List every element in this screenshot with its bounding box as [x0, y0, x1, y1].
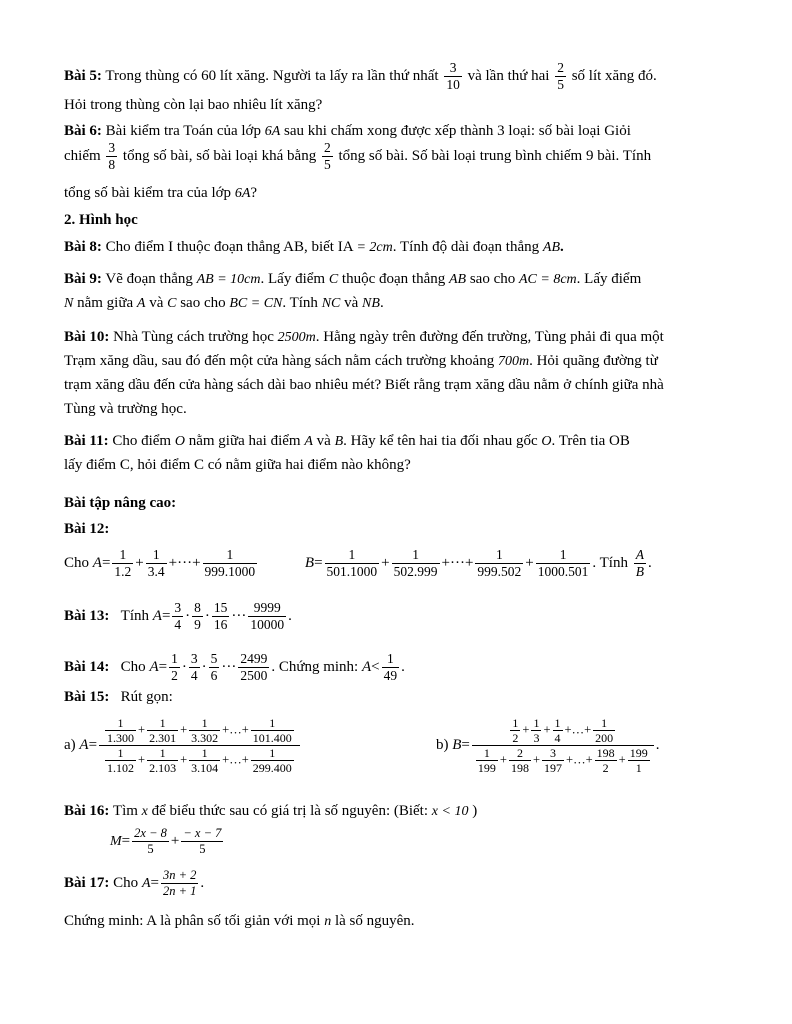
fraction: $\frac{1}{999.502}$ — [477, 547, 522, 579]
text: tổng số bài, số bài loại khá bằng — [119, 147, 320, 164]
problem-5-line-1 — [64, 60, 657, 93]
problem-9-line-1: Bài 9: Vẽ đoạn thẳng AB = 10cm. Lấy điểm C thuộc đoạn thẳng AB sao cho AC = 8cm. Lấy điểm — [64, 271, 642, 287]
math: 6A — [234, 186, 251, 201]
problem-label: Bài 5: — [64, 67, 102, 84]
text: chiếm — [64, 147, 105, 164]
problem-15a: a) A= $\frac{1}{1.300}$ + $\frac{1}{2.301}$ + $\frac{1}{3.302}$ +…+ $\frac{1}{101.400}$ $\frac{1}{1.102}$ + $\frac{1}{2.103}$ + $\frac{1}{3.104}$ +…+ $\frac{1}{299.400}$ — [64, 716, 302, 775]
problem-label: Bài 11: — [64, 433, 109, 449]
problem-label: Bài 9: — [64, 271, 102, 287]
section-heading: 2. Hình học — [64, 212, 138, 228]
problem-6-line-1 — [64, 122, 631, 141]
fraction: $\frac{A}{B}$ — [635, 547, 644, 579]
math: AB — [542, 240, 560, 255]
text: . Tính độ dài đoạn thẳng — [392, 239, 543, 255]
problem-17-line-2: Chứng minh: A là phân số tối giản với mọi n là số nguyên. — [64, 913, 415, 929]
compound-fraction: $\frac{1}{1.300}$ + $\frac{1}{2.301}$ + $\frac{1}{3.302}$ +…+ $\frac{1}{101.400}$ $\frac{1}{1.102}$ + $\frac{1}{2.103}$ + $\frac{1}{3.104}$ +…+ $\frac{1}{299.400}$ — [99, 716, 300, 775]
text: Trong thùng có 60 lít xăng. Người ta lấy ra lần thứ nhất — [101, 67, 443, 84]
fraction: $\frac{1}{502.999}$ — [393, 547, 438, 579]
problem-9-line-2: N nằm giữa A và C sao cho BC = CN. Tính NC và NB. — [64, 295, 384, 311]
fraction: $\frac{3}{10}$ — [446, 60, 460, 92]
fraction: $\frac{1}{3.4}$ — [147, 547, 165, 579]
fraction: $\frac{1}{999.1000}$ — [204, 547, 256, 579]
math: 6A — [264, 124, 281, 139]
problem-13: Bài 13: Tính A= $\frac{3}{4}$ · $\frac{8}{9}$ · $\frac{15}{16}$ ··· $\frac{9999}{10000}$ . — [64, 600, 292, 632]
problem-10-line-4: Tùng và trường học. — [64, 401, 187, 417]
problem-label: Bài 8: — [64, 239, 102, 255]
problem-12-expression: Cho A= $\frac{1}{1.2}$ + $\frac{1}{3.4}$ +···+ $\frac{1}{999.1000}$ B= $\frac{1}{501.1000}$ + $\frac{1}{502.999}$ +···+ $\frac{1}{999.502}$ + $\frac{1}{1000.501}$ . Tính $\frac{A}{B}$ . — [64, 547, 652, 579]
problem-label: Bài 10: — [64, 329, 110, 345]
problem-16-line-1: Bài 16: Tìm x để biểu thức sau có giá trị là số nguyên: (Biết: x < 10 ) — [64, 803, 478, 819]
fraction: $\frac{1}{501.1000}$ — [326, 547, 378, 579]
problem-5-line-2: Hỏi trong thùng còn lại bao nhiêu lít xăng? — [64, 97, 323, 113]
text: Cho điểm I thuộc đoạn thẳng AB, biết IA — [101, 239, 357, 255]
text: và lần thứ hai — [463, 67, 554, 84]
text: sau khi chấm xong được xếp thành 3 loại: số bài loại Giỏi — [280, 123, 631, 139]
text: tổng số bài kiểm tra của lớp — [64, 185, 235, 201]
fraction: $\frac{2}{5}$ — [557, 60, 564, 92]
fraction: $\frac{2}{5}$ — [323, 140, 331, 172]
problem-12-label: Bài 12: — [64, 521, 110, 537]
advanced-heading: Bài tập nâng cao: — [64, 495, 177, 511]
text: số lít xăng đó. — [567, 67, 657, 84]
problem-10-line-3: trạm xăng dầu đến cửa hàng sách dài bao nhiêu mét? Biết rằng trạm xăng dầu nằm ở chính giữa nhà — [64, 377, 664, 393]
problem-11-line-2: lấy điểm C, hỏi điểm C có nằm giữa hai điểm nào không? — [64, 457, 411, 473]
problem-8: Bài 8: Cho điểm I thuộc đoạn thẳng AB, biết IA = 2cm. Tính độ dài đoạn thẳng AB. — [64, 239, 564, 255]
text: Bài kiểm tra Toán của lớp — [101, 123, 265, 139]
math: = 2cm — [356, 240, 393, 255]
problem-17-line-1: Bài 17: Cho A= $\frac{3n + 2}{2n + 1}$ . — [64, 868, 205, 898]
problem-15-label: Bài 15: Rút gọn: — [64, 689, 173, 705]
problem-14: Bài 14: Cho A= $\frac{1}{2}$ · $\frac{3}{4}$ · $\frac{5}{6}$ ··· $\frac{2499}{2500}$ . Chứng minh: A< $\frac{1}{49}$ . — [64, 651, 405, 683]
problem-6-line-2 — [64, 140, 651, 173]
problem-16-expression: M= $\frac{2x - 8}{5}$ + $\frac{- x - 7}{5}$ — [110, 826, 222, 856]
fraction: $\frac{1}{1.2}$ — [114, 547, 132, 579]
problem-11-line-1: Bài 11: Cho điểm O nằm giữa hai điểm A và B. Hãy kể tên hai tia đối nhau gốc O. Trên tia OB — [64, 433, 630, 449]
fraction: $\frac{1}{1000.501}$ — [537, 547, 589, 579]
fraction: $\frac{3}{8}$ — [108, 140, 116, 172]
text: ? — [250, 185, 258, 201]
problem-10-line-1: Bài 10: Nhà Tùng cách trường học 2500m. Hằng ngày trên đường đến trường, Tùng phải đi qua một — [64, 329, 664, 345]
text: tổng số bài. Số bài loại trung bình chiếm 9 bài. Tính — [334, 147, 652, 164]
compound-fraction: $\frac{1}{2}$ + $\frac{1}{3}$ + $\frac{1}{4}$ +…+ $\frac{1}{200}$ $\frac{1}{199}$ + $\frac{2}{198}$ + $\frac{3}{197}$ +…+ $\frac{198}{2}$ + $\frac{199}{1}$ — [472, 716, 654, 775]
problem-10-line-2: Trạm xăng dầu, sau đó đến một cửa hàng sách nằm cách trường khoảng 700m. Hỏi quãng đường từ — [64, 353, 658, 369]
problem-label: Bài 6: — [64, 123, 102, 139]
problem-15b: b) B= $\frac{1}{2}$ + $\frac{1}{3}$ + $\frac{1}{4}$ +…+ $\frac{1}{200}$ $\frac{1}{199}$ + $\frac{2}{198}$ + $\frac{3}{197}$ +…+ $\frac{198}{2}$ + $\frac{199}{1}$ . — [436, 716, 660, 775]
problem-6-line-3 — [64, 184, 257, 203]
